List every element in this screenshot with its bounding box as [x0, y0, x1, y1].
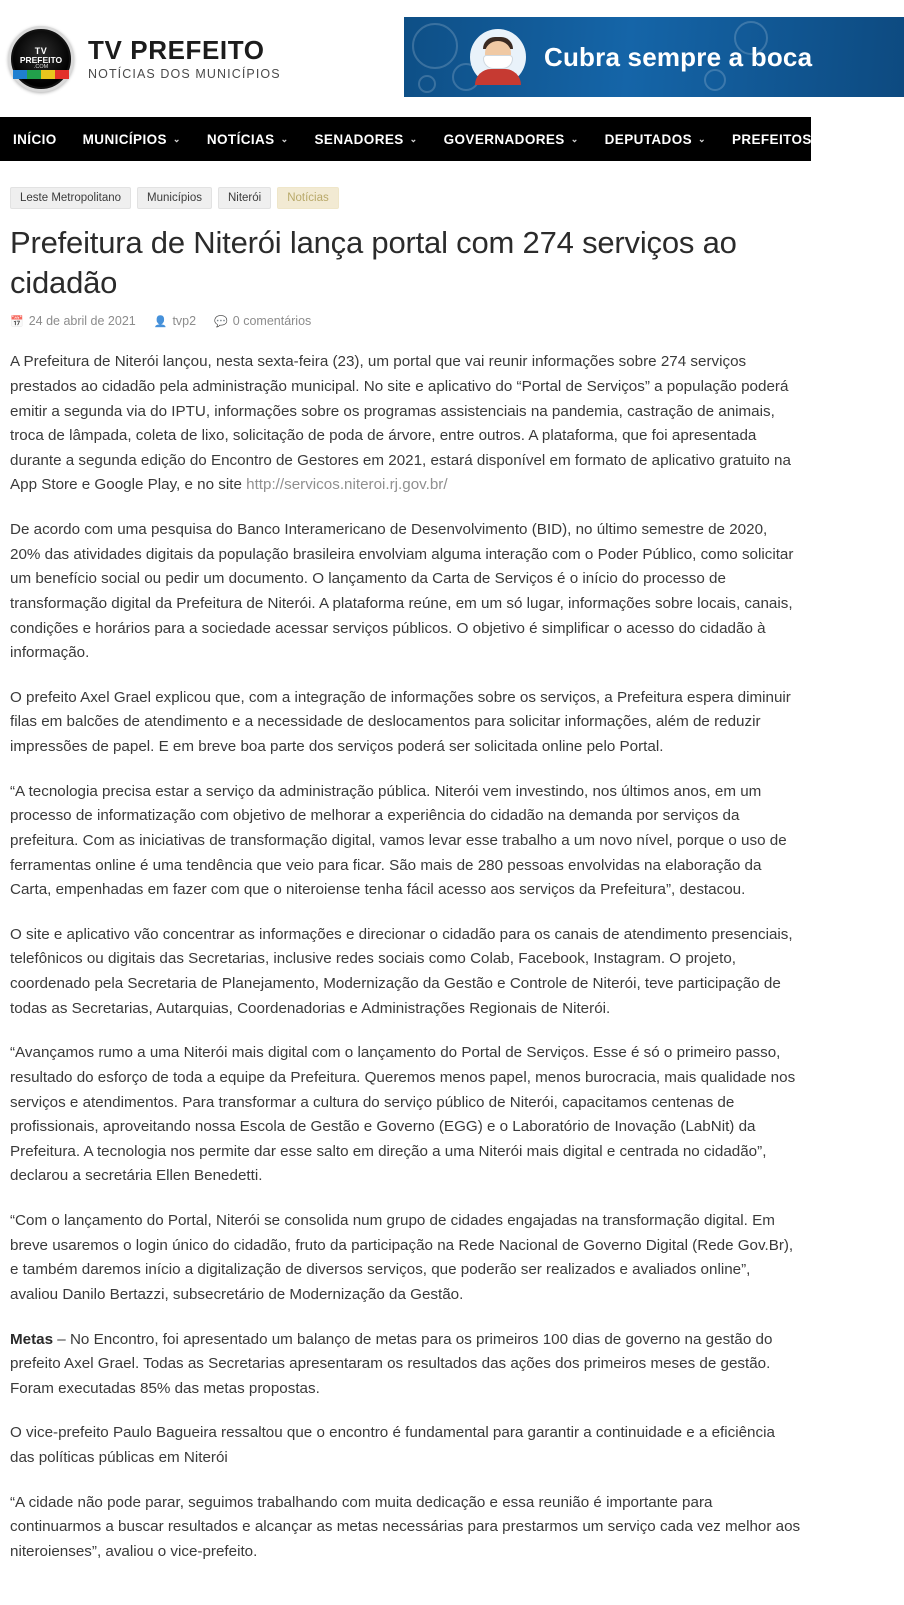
- services-portal-link[interactable]: http://servicos.niteroi.rj.gov.br/: [246, 476, 448, 494]
- logo-badge-com: .COM: [33, 63, 49, 70]
- category-leste-metropolitano[interactable]: Leste Metropolitano: [10, 187, 131, 209]
- header-ad-banner[interactable]: [404, 17, 904, 97]
- virus-decor-icon: [418, 75, 436, 93]
- article-paragraph: “A cidade não pode parar, seguimos trabalhando com muita dedicação e essa reunião é importante para continuarmos a buscar resultados e alcançar as metas necessárias para prestarmos um serviço cada vez melhor aos niteroienses”, avaliou o vice-prefeito.: [10, 1493, 801, 1560]
- article-paragraph: “A tecnologia precisa estar a serviço da administração pública. Niterói vem investindo, nos últimos anos, em um processo de informatização com objetivo de melhorar a experiência do cidadão na demanda por serviços da prefeitura. Com as iniciativas de transformação digital, vamos levar esse trabalho a um novo nível, porque o uso de ferramentas online é uma tendência que veio para ficar. São mais de 280 pessoas envolvidas na elaboração da Carta, empenhadas em fazer com que o niteroiense tenha fácil acesso aos serviços da Prefeitura”, destacou.: [10, 782, 787, 899]
- article-paragraph: O vice-prefeito Paulo Bagueira ressaltou que o encontro é fundamental para garantir a continuidade e a eficiência das políticas públicas em Niterói: [10, 1424, 775, 1467]
- meta-date: [10, 314, 136, 328]
- virus-decor-icon: [412, 23, 458, 69]
- nav-item-label: INÍCIO: [13, 131, 57, 147]
- nav-item-label: SENADORES: [314, 131, 404, 147]
- category-municipios[interactable]: Municípios: [137, 187, 212, 209]
- nav-item-overflow[interactable]: [839, 117, 874, 161]
- site-header: [0, 0, 811, 117]
- nav-item-municipios[interactable]: [70, 117, 194, 161]
- logo-badge-prefeito: PREFEITO: [19, 54, 63, 65]
- nav-item-prefeitos[interactable]: [719, 117, 839, 161]
- nav-item-label: MUNICÍPIOS: [82, 131, 167, 147]
- chevron-down-icon: ⌄: [698, 133, 706, 144]
- article-paragraph: De acordo com uma pesquisa do Banco Interamericano de Desenvolvimento (BID), no último semestre de 2020, 20% das atividades digitais da população brasileira envolviam alguma interação com o Poder Público, como solicitar um benefício social ou pedir um documento. O lançamento da Carta de Serviços é o início do processo de transformação digital da Prefeitura de Niterói. A plataforma reúne, em um só lugar, informações sobre locais, canais, condições e horários para a sociedade acessar serviços públicos. O objetivo é simplificar o acesso do cidadão à informação.: [10, 521, 794, 662]
- article-paragraph: O prefeito Axel Grael explicou que, com a integração de informações sobre os serviços, a Prefeitura espera diminuir filas em balcões de atendimento e a necessidade de deslocamentos para solicitar informações, além de reduzir impressões de papel. E em breve boa parte dos serviços poderá ser solicitada online pelo Portal.: [10, 688, 791, 756]
- nav-item-label: V: [851, 131, 862, 147]
- article-paragraph: O site e aplicativo vão concentrar as informações e direcionar o cidadão para os canais de atendimento presenciais, telefônicos ou digitais das Secretarias, inclusive redes sociais como Colab, Facebook, Instagram. O projeto, coordenado pela Secretaria de Planejamento, Modernização da Gestão e Controle de Niterói, teve participação de todas as Secretarias, Autarquias, Coordenadorias e Administrações Regionais de Niterói.: [10, 925, 793, 1017]
- nav-item-label: GOVERNADORES: [443, 131, 565, 147]
- logo-badge-icon: [8, 26, 74, 92]
- paragraph-text: A Prefeitura de Niterói lançou, nesta sexta-feira (23), um portal que vai reunir informações sobre 274 serviços prestados ao cidadão pela administração municipal. No site e aplicativo do “Portal de Serviços” a população poderá emitir a segunda via do IPTU, informações sobre os programas assistenciais na pandemia, castração de animais, troca de lâmpada, coleta de lixo, solicitação de poda de árvore, entre outros. A plataforma, que foi apresentada durante a segunda edição do Encontro de Gestores em 2021, estará disponível em formato de aplicativo gratuito na App Store e Google Play, e no site: [10, 353, 791, 494]
- calendar-icon: 📅: [10, 315, 24, 328]
- article: [0, 187, 811, 1605]
- nav-item-senadores[interactable]: [302, 117, 431, 161]
- logo-stripes: [13, 70, 69, 79]
- chevron-down-icon: ⌄: [409, 133, 418, 144]
- chevron-down-icon: ⌄: [172, 133, 181, 144]
- nav-item-noticias[interactable]: [194, 117, 302, 161]
- paragraph-lead-bold: Metas: [10, 1330, 54, 1348]
- meta-author[interactable]: [154, 314, 196, 328]
- meta-comments[interactable]: [214, 314, 311, 328]
- meta-comments-label: 0 comentários: [232, 314, 312, 329]
- logo-badge-tv: TV: [34, 45, 48, 56]
- user-icon: 👤: [153, 315, 168, 328]
- nav-item-label: PREFEITOS: [731, 131, 812, 147]
- article-paragraph-metas: [10, 1328, 801, 1402]
- nav-item-inicio[interactable]: [0, 117, 70, 161]
- page-title: Prefeitura de Niterói lança portal com 274 serviços ao cidadão: [10, 225, 737, 300]
- meta-date-label: 24 de abril de 2021: [28, 314, 136, 329]
- virus-decor-icon: [704, 69, 726, 91]
- nav-item-governadores[interactable]: [431, 117, 592, 161]
- chevron-down-icon: ⌄: [280, 133, 289, 144]
- nav-item-label: DEPUTADOS: [604, 131, 692, 147]
- paragraph-text: – No Encontro, foi apresentado um balanço de metas para os primeiros 100 dias de governo na gestão do prefeito Axel Grael. Todas as Secretarias apresentaram os resultados das ações dos primeiros meses de gestão. Foram executadas 85% das metas propostas.: [10, 1330, 773, 1397]
- banner-headline: Cubra sempre a boca: [544, 41, 813, 72]
- site-logo[interactable]: [0, 26, 400, 92]
- nav-item-label: NOTÍCIAS: [206, 131, 275, 147]
- article-paragraph: [10, 350, 801, 498]
- comment-icon: 💬: [214, 315, 228, 328]
- category-noticias[interactable]: Notícias: [277, 187, 339, 209]
- article-paragraph: “Avançamos rumo a uma Niterói mais digital com o lançamento do Portal de Serviços. Esse é só o primeiro passo, resultado do esforço de toda a equipe da Prefeitura. Queremos menos papel, menos burocracia, mais qualidade nos serviços e atendimentos. Para transformar a cultura do serviço público de Niterói, capacitamos centenas de profissionais, aproveitando nossa Escola de Gestão e Governo (EGG) e o Laboratório de Inovação (LabNit) da Prefeitura. A tecnologia nos permite dar esse salto em direção a uma Niterói mais digital e centrada no cidadão”, declarou a secretária Ellen Benedetti.: [10, 1044, 796, 1185]
- nav-item-deputados[interactable]: [592, 117, 719, 161]
- meta-author-label: tvp2: [172, 314, 197, 329]
- chevron-down-icon: ⌄: [570, 133, 579, 144]
- category-niteroi[interactable]: Niterói: [218, 187, 271, 209]
- site-title: TV PREFEITO: [88, 35, 265, 66]
- category-list: [10, 187, 801, 209]
- main-navigation[interactable]: [0, 117, 862, 161]
- article-paragraph: “Com o lançamento do Portal, Niterói se consolida num grupo de cidades engajadas na transformação digital. Em breve usaremos o login único do cidadão, fruto da participação na Rede Nacional de Governo Digital (Rede Gov.Br), e também daremos início a digitalização de diversos serviços, que poderão ser realizados e avaliados online”, avaliou Danilo Bertazzi, subsecretário de Modernização da Gestão.: [10, 1212, 794, 1303]
- chevron-down-icon: ⌄: [817, 133, 826, 144]
- article-meta: [10, 314, 801, 328]
- site-tagline: NOTÍCIAS DOS MUNICÍPIOS: [88, 66, 281, 81]
- masked-person-icon: [470, 29, 526, 85]
- virus-decor-icon: [734, 21, 768, 55]
